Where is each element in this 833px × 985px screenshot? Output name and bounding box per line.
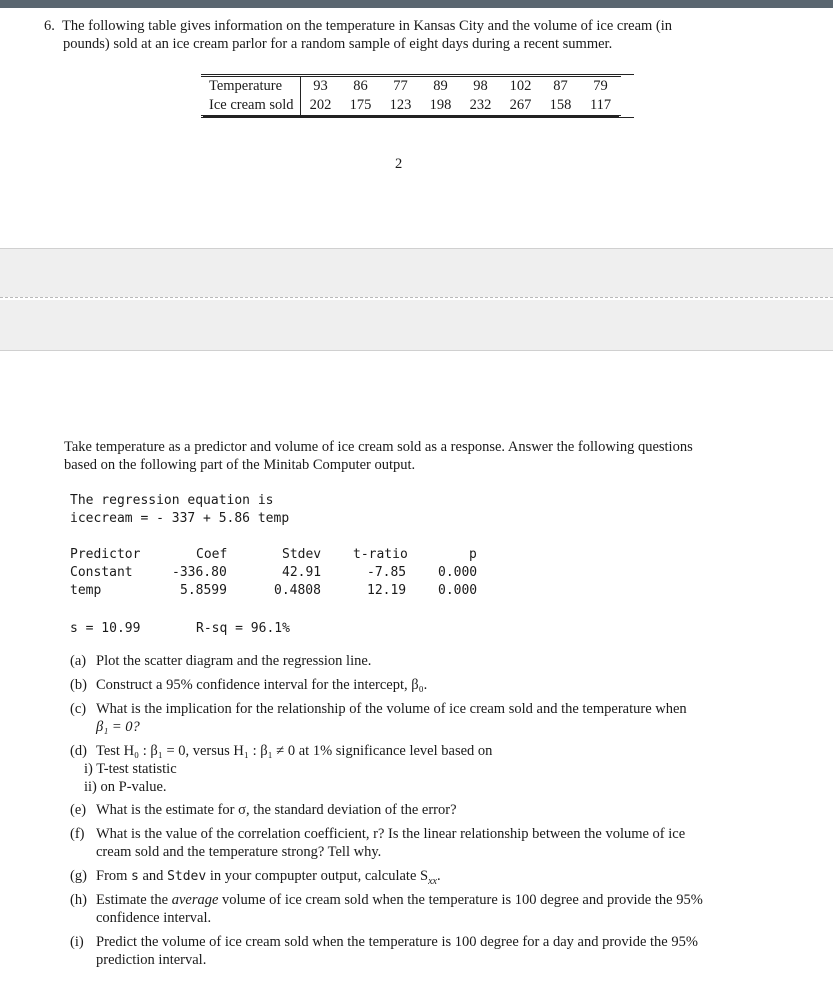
part-text-line-2: β₁ = 0? (96, 719, 140, 735)
header-p: p (469, 547, 477, 562)
table-bottom-rule (201, 117, 634, 118)
part-text-emphasis: average (171, 892, 219, 908)
minitab-output (70, 492, 570, 642)
header-coef: Coef (196, 547, 228, 562)
header-predictor: Predictor (70, 547, 141, 562)
table-cell: 202 (300, 96, 341, 116)
part-text-line-2: prediction interval. (96, 952, 207, 968)
table-cell: 102 (501, 77, 541, 97)
part-text-block (96, 700, 786, 736)
part-text-post: in your compupter output, calculate S (206, 868, 429, 884)
question-text (44, 17, 784, 53)
intro-line-2: based on the following part of the Minitab Computer output. (64, 457, 416, 473)
table-cell: 267 (501, 96, 541, 116)
table-cell: 93 (300, 77, 341, 97)
row-constant-label: Constant (70, 565, 133, 580)
question-line-1: The following table gives information on the temperature in Kansas City and the volume of ice cream (in (62, 18, 673, 34)
table-cell: 79 (581, 77, 621, 97)
row-temp-coef: 5.8599 (180, 583, 227, 598)
intro-text (64, 438, 784, 474)
row-constant-coef: -336.80 (172, 565, 227, 580)
part-text-mid: and (138, 868, 168, 884)
top-toolbar-strip (0, 0, 833, 8)
table-cell: 232 (461, 96, 501, 116)
part-label: (a) (70, 653, 87, 669)
part-label: (f) (70, 826, 85, 842)
part-text-line-1: Test H₀ : β₁ = 0, versus H₁ : β₁ ≠ 0 at 1% significance level based on (96, 743, 493, 759)
table-row-ice-cream (201, 96, 621, 116)
table-cell: 117 (581, 96, 621, 116)
part-text-block (96, 825, 786, 861)
part-text-line-1: What is the implication for the relationship of the volume of ice cream sold and the temperature when (96, 701, 687, 717)
r-sq-value: R-sq = 96.1% (196, 621, 290, 636)
table-cell: 198 (421, 96, 461, 116)
part-text (96, 867, 786, 891)
part-text-pre: From (96, 868, 132, 884)
header-stdev: Stdev (282, 547, 322, 562)
intro-line-1: Take temperature as a predictor and volume of ice cream sold as a response. Answer the following questions (64, 439, 693, 455)
table-top-rule (201, 74, 634, 75)
page-number: 2 (395, 156, 403, 172)
part-text: Plot the scatter diagram and the regression line. (96, 653, 372, 669)
table-cell: 158 (541, 96, 581, 116)
part-label: (b) (70, 677, 87, 693)
part-text-line-3: ii) on P-value. (84, 779, 167, 795)
part-text-pre: Estimate the (96, 892, 172, 908)
page-break-divider (0, 297, 833, 298)
part-text-line-2: cream sold and the temperature strong? Tell why. (96, 844, 382, 860)
page-gap-top (0, 248, 833, 297)
regression-equation: icecream = - 337 + 5.86 temp (70, 511, 290, 526)
regression-equation-title: The regression equation is (70, 493, 274, 508)
row-temp-label: temp (70, 583, 102, 598)
part-text: Construct a 95% confidence interval for the intercept, β₀. (96, 677, 428, 693)
table-cell: 86 (341, 77, 381, 97)
question-number: 6. (44, 18, 55, 34)
row-temp-stdev: 0.4808 (274, 583, 321, 598)
table-row-temperature (201, 77, 621, 97)
table-cell: 175 (341, 96, 381, 116)
part-label: (g) (70, 868, 87, 884)
part-text-end: . (436, 868, 441, 884)
part-label: (i) (70, 934, 84, 950)
part-text-line-2: confidence interval. (96, 910, 212, 926)
table-cell: 77 (381, 77, 421, 97)
table-cell: 98 (461, 77, 501, 97)
data-table (201, 76, 621, 116)
header-t-ratio: t-ratio (353, 547, 408, 562)
part-label: (h) (70, 892, 87, 908)
part-label: (e) (70, 802, 87, 818)
part-text-line-1: Predict the volume of ice cream sold when the temperature is 100 degree for a day and provide the 95% (96, 934, 698, 950)
part-text-block (96, 891, 786, 927)
code-stdev: Stdev (167, 869, 207, 884)
row-constant-stdev: 42.91 (282, 565, 322, 580)
part-text: What is the estimate for σ, the standard deviation of the error? (96, 802, 457, 818)
row-label: Temperature (201, 77, 300, 97)
s-value: s = 10.99 (70, 621, 141, 636)
table-cell: 87 (541, 77, 581, 97)
question-line-2: pounds) sold at an ice cream parlor for a random sample of eight days during a recent summer. (63, 36, 613, 52)
code-s: s (131, 869, 139, 884)
subscript-xx: xx (428, 875, 437, 887)
part-label: (d) (70, 743, 87, 759)
part-text-line-1: What is the value of the correlation coefficient, r? Is the linear relationship between the volume of ice (96, 826, 686, 842)
row-constant-t: -7.85 (367, 565, 407, 580)
page-gap-bottom (0, 300, 833, 351)
part-text-post: volume of ice cream sold when the temperature is 100 degree and provide the 95% (218, 892, 703, 908)
row-label: Ice cream sold (201, 96, 300, 116)
table-cell: 123 (381, 96, 421, 116)
row-constant-p: 0.000 (438, 565, 478, 580)
row-temp-p: 0.000 (438, 583, 478, 598)
part-text-block (84, 742, 786, 796)
part-label: (c) (70, 701, 87, 717)
part-text-block (96, 933, 786, 969)
table-cell: 89 (421, 77, 461, 97)
part-text-line-1 (96, 891, 786, 909)
row-temp-t: 12.19 (367, 583, 407, 598)
part-text-line-2: i) T-test statistic (84, 761, 177, 777)
